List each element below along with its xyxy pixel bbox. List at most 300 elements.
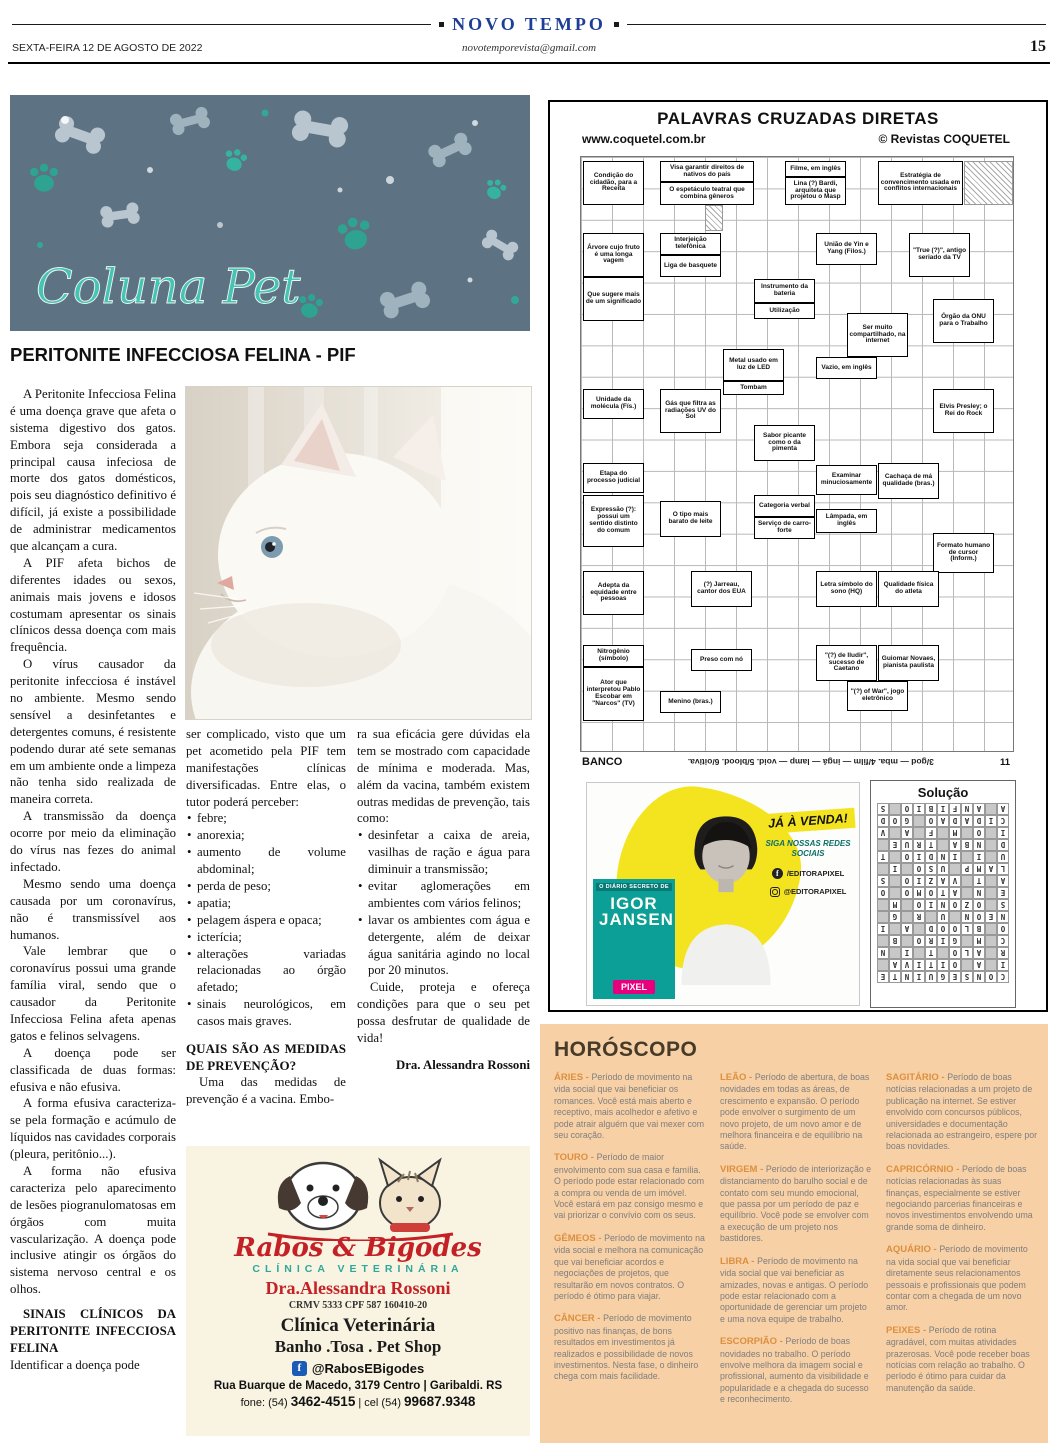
solution-letter-cell: M <box>949 827 961 839</box>
solution-letter-cell: O <box>949 959 961 971</box>
vet-ad-phone <box>241 1394 476 1409</box>
crossword-clue-cell: Utilização <box>754 303 815 319</box>
solution-letter-cell <box>961 935 973 947</box>
solution-letter-cell: N <box>973 887 985 899</box>
crossword-clue-cell: Lâmpada, em inglês <box>816 509 877 533</box>
solution-letter-cell: I <box>985 815 997 827</box>
solution-letter-cell <box>889 827 901 839</box>
article-col1-tail: Identificar a doença pode <box>10 1357 140 1372</box>
solution-letter-cell <box>889 923 901 935</box>
solution-letter-cell: C <box>997 935 1009 947</box>
zodiac-sign-label: TOURO - <box>554 1152 597 1164</box>
solution-letter-cell <box>985 803 997 815</box>
bullet-item: • perda de peso; <box>186 878 346 895</box>
solution-letter-cell: B <box>961 839 973 851</box>
vet-ad-logo: Rabos & Bigodes <box>234 1233 482 1263</box>
crossword-clue-cell: (?) Jarreau, cantor dos EUA <box>691 571 752 607</box>
solution-letter-cell <box>961 887 973 899</box>
solution-letter-cell: O <box>913 935 925 947</box>
horoscope-entry: CÂNCER - Período de movimento positivo nas finanças, de bons resultados em investimentos já realizados e possibilidade de novos investimentos. Nesta fase, o dinheiro chega com mais facilidade. <box>554 1313 699 1382</box>
solution-letter-cell: R <box>925 935 937 947</box>
solution-letter-cell: A <box>997 803 1009 815</box>
horoscope-column-2 <box>720 1072 872 1417</box>
solution-letter-cell <box>985 899 997 911</box>
horoscope-entry: VIRGEM - Período de interiorização e distanciamento do barulho social e de contato com seu mundo emocional, que passa por um período de paz e equilíbrio. Você pode se envolver com a execução de um projeto nos bastidores. <box>720 1163 872 1244</box>
bullet-item: • icterícia; <box>186 929 346 946</box>
solution-letter-cell: S <box>877 875 889 887</box>
bullet-item: • sinais neurológicos, em casos mais graves. <box>186 996 346 1030</box>
solution-letter-cell: O <box>949 947 961 959</box>
solution-letter-cell: R <box>997 947 1009 959</box>
solution-letter-cell: U <box>937 911 949 923</box>
crossword-clue-cell: Que sugere mais de um significado <box>583 277 644 321</box>
solution-letter-cell: G <box>937 971 949 983</box>
solution-letter-cell: O <box>949 899 961 911</box>
puzzle-number: 11 <box>999 756 1010 768</box>
crossword-clue-cell: Órgão da ONU para o Trabalho <box>933 299 994 343</box>
article-col2-outro: Uma das medidas de prevenção é a vacina. Embo- <box>186 1075 346 1107</box>
diagonal-cell <box>705 205 723 231</box>
solution-letter-cell: N <box>877 947 889 959</box>
solution-letter-cell: A <box>889 959 901 971</box>
article-column-1 <box>10 386 176 1436</box>
solution-letter-cell <box>913 827 925 839</box>
solution-letter-cell <box>877 911 889 923</box>
solution-letter-cell: T <box>925 839 937 851</box>
solution-letter-cell <box>877 863 889 875</box>
crossword-clue-cell: O espetáculo teatral que combina gêneros <box>660 182 754 205</box>
vet-ad-service-line1: Clínica Veterinária <box>280 1315 436 1336</box>
solution-letter-cell: V <box>877 827 889 839</box>
solution-letter-cell: A <box>949 839 961 851</box>
solution-letter-cell: T <box>889 971 901 983</box>
solution-letter-cell <box>985 887 997 899</box>
edition-date: SEXTA-FEIRA 12 DE AGOSTO DE 2022 <box>12 42 203 54</box>
solution-letter-cell: I <box>877 923 889 935</box>
article-paragraph: A Peritonite Infecciosa Felina é uma doença grave que afeta o sistema digestivo dos gatos. Embora seja considerada a principal causa infeciosa de morte dos gatos domésticos, pois seu diagnóstico definitivo é difícil, já existe a possibilidade de administrar medicamentos que alcançam a cura. <box>10 387 176 554</box>
horoscope-entry: AQUÁRIO - Período de movimento na vida social que vai beneficiar diretamente seus relacionamentos pessoais e profissionais que podem contar com a chegada de um novo amor. <box>886 1244 1028 1313</box>
bullet-item: • evitar aglomerações em ambientes com vários felinos; <box>357 878 530 912</box>
solution-letter-cell: A <box>985 863 997 875</box>
solution-letter-cell <box>925 911 937 923</box>
crossword-clue-cell: Filme, em inglês <box>785 161 846 177</box>
crossword-clue-cell: Ser muito compartilhado, na internet <box>847 313 908 357</box>
solution-letter-cell: N <box>997 911 1009 923</box>
crossword-clue-cell: Elvis Presley; o Rei do Rock <box>933 389 994 433</box>
solution-letter-cell: T <box>925 959 937 971</box>
solution-letter-cell: S <box>997 899 1009 911</box>
book-spine <box>593 879 675 999</box>
solution-letter-cell: I <box>913 851 925 863</box>
solution-letter-cell <box>985 851 997 863</box>
crossword-clue-cell: Metal usado em luz de LED <box>723 349 784 381</box>
zodiac-sign-label: CAPRICÓRNIO - <box>886 1163 962 1175</box>
solution-letter-cell: D <box>925 923 937 935</box>
header-rule-left <box>12 24 431 25</box>
solution-letter-cell: I <box>937 803 949 815</box>
solution-letter-cell: O <box>997 923 1009 935</box>
solution-letter-cell: O <box>973 899 985 911</box>
horoscope-entry: ESCORPIÃO - Período de boas novidades no trabalho. O período envolve melhora da imagem social e profissional, aumento da visibilidade e popularidade e a chegada do sucesso e reconhecimento. <box>720 1336 869 1405</box>
crossword-clue-cell: Guiomar Novaes, pianista paulista <box>878 645 939 681</box>
solution-letter-cell: T <box>925 947 937 959</box>
solution-letter-cell <box>877 935 889 947</box>
solution-letter-cell: U <box>937 863 949 875</box>
solution-letter-cell: S <box>925 863 937 875</box>
solution-letter-cell: A <box>997 875 1009 887</box>
solution-letter-cell: D <box>973 815 985 827</box>
solution-letter-cell <box>985 875 997 887</box>
solution-letter-cell: T <box>973 875 985 887</box>
solution-letter-cell: O <box>949 923 961 935</box>
pixel-instagram-handle[interactable]: @EDITORAPIXEL <box>783 887 847 897</box>
solution-letter-cell <box>913 947 925 959</box>
solution-letter-cell: B <box>925 803 937 815</box>
zodiac-sign-label: VIRGEM - <box>720 1163 766 1175</box>
crossword-box <box>548 100 1048 1012</box>
solution-letter-cell: V <box>901 959 913 971</box>
solution-letter-cell: G <box>901 815 913 827</box>
solution-letter-cell: N <box>973 839 985 851</box>
solution-letter-cell: N <box>961 803 973 815</box>
article-col2-intro: ser complicado, visto que um pet acometido pela PIF tem manifestações clínicas diversificadas. Entre elas, o tutor poderá perceber: <box>186 727 346 809</box>
crossword-clue-cell: Estratégia de convencimento usada em conflitos internacionais <box>878 161 963 205</box>
bullet-item: • pelagem áspera e opaca; <box>186 912 346 929</box>
crossword-clue-cell: Condição do cidadão, para a Receita <box>583 161 644 205</box>
solution-letter-cell: V <box>949 875 961 887</box>
solution-letter-cell: N <box>961 911 973 923</box>
zodiac-sign-label: ÁRIES - <box>554 1072 592 1083</box>
crossword-clue-cell: Visa garantir direitos de nativos do país <box>660 161 754 182</box>
dog-and-cat-illustration <box>243 1146 473 1241</box>
masthead: NOVO TEMPO <box>452 14 606 34</box>
solution-letter-cell: C <box>997 815 1009 827</box>
solution-letter-cell: N <box>937 899 949 911</box>
solution-letter-cell <box>985 923 997 935</box>
solution-letter-cell <box>949 863 961 875</box>
crossword-clue-cell: Examinar minuciosamente <box>816 465 877 495</box>
horoscope-entry: ÁRIES - Período de movimento na vida social que vai beneficiar os romances. Você está mais aberto e receptivo, mais acolhedor e afetivo e pode atrair alguém que vai mexer com seu coração. <box>554 1072 705 1141</box>
crossword-clue-cell: "(?) of War", jogo eletrônico <box>847 681 908 711</box>
pixel-book-ad <box>586 782 860 1006</box>
vet-ad-register: CRMV 5333 CPF 587 160410-20 <box>288 1300 428 1311</box>
solution-letter-cell: A <box>937 815 949 827</box>
pixel-facebook-handle[interactable]: /EDITORAPIXEL <box>786 868 845 878</box>
zodiac-sign-label: CÂNCER - <box>554 1313 604 1325</box>
solution-letter-cell: U <box>901 839 913 851</box>
solution-letter-cell <box>889 803 901 815</box>
horoscope-entry: PEIXES - Período de rotina agradável, com muitas atividades prazerosas. Você pode receber boas notícias com relação ao trabalho. O período é ótimo para cuidar da manutenção da saúde. <box>886 1324 1030 1393</box>
solution-letter-cell <box>889 875 901 887</box>
bullet-item: • apatia; <box>186 895 346 912</box>
solution-letter-cell: O <box>901 851 913 863</box>
solution-letter-cell: O <box>925 815 937 827</box>
crossword-clue-cell: Qualidade física do atleta <box>878 571 939 607</box>
crossword-clue-cell: Cachaça de má qualidade (bras.) <box>878 463 939 499</box>
solution-letter-cell: S <box>877 803 889 815</box>
solution-letter-cell: I <box>973 851 985 863</box>
crossword-clue-cell: "(?) de Iludir", sucesso de Caetano <box>816 645 877 681</box>
solution-letter-cell: I <box>997 827 1009 839</box>
zodiac-sign-label: ESCORPIÃO - <box>720 1336 786 1348</box>
solution-letter-cell <box>985 827 997 839</box>
crossword-clue-cell: Serviço de carro-forte <box>754 517 815 539</box>
bullet-item: • febre; <box>186 810 346 827</box>
vet-ad-doctor: Dra.Alessandra Rossoni <box>265 1278 451 1298</box>
crossword-clue-cell: Etapa do processo judicial <box>583 463 644 493</box>
crossword-clue-cell: Instrumento da bateria <box>754 279 815 303</box>
solution-letter-cell <box>985 959 997 971</box>
solution-letter-cell: B <box>973 923 985 935</box>
article-column-3 <box>357 726 530 1140</box>
solution-letter-cell: O <box>973 911 985 923</box>
solution-letter-cell: N <box>901 971 913 983</box>
horoscope-entry: TOURO - Período de maior envolvimento com sua casa e família. O período pode estar relacionado com a compra ou venda de um imóvel. Você estará em paz consigo mesmo e vai priorizar o convívio com os seus. <box>554 1152 705 1221</box>
horoscope-entry: LIBRA - Período de movimento na vida social que vai beneficiar as amizades, novas e antigas. O período pode estar relacionado com a oportunidade de gerenciar um projeto e uma nova equipe de trabalho. <box>720 1255 869 1324</box>
solution-letter-cell: O <box>925 887 937 899</box>
solution-letter-cell <box>889 851 901 863</box>
solution-letter-cell: A <box>949 887 961 899</box>
solution-letter-cell <box>961 827 973 839</box>
solution-letter-cell: A <box>961 815 973 827</box>
bullet-item: • lavar os ambientes com água e detergente, além de deixar água sanitária agindo no local por 20 minutos. <box>357 912 530 980</box>
crossword-grid <box>580 156 1014 752</box>
solution-letter-cell: E <box>877 971 889 983</box>
solution-letter-cell <box>937 947 949 959</box>
article-col3-intro: ra sua eficácia gere dúvidas ela tem se mostrado com capacidade de mínima e moderada. Mas, além da vacina, também existem outras medidas de prevenção, tais como: <box>357 727 530 826</box>
solution-letter-cell: L <box>961 947 973 959</box>
horoscope-column-1 <box>554 1072 706 1417</box>
solution-letter-cell: I <box>949 851 961 863</box>
vet-ad-service-line2: Banho .Tosa . Pet Shop <box>274 1337 442 1356</box>
solution-letter-cell: D <box>877 815 889 827</box>
crossword-copyright: © Revistas COQUETEL <box>878 132 1010 146</box>
crossword-site-link[interactable]: www.coquetel.com.br <box>582 132 706 146</box>
phone-number-1: 3462-4515 <box>290 1394 356 1409</box>
article-subheading-sinais: SINAIS CLÍNICOS DA PERITONITE INFECCIOSA FELINA <box>10 1307 176 1355</box>
solution-letter-cell: A <box>973 947 985 959</box>
solution-letter-cell: O <box>985 971 997 983</box>
solution-letter-cell: O <box>937 923 949 935</box>
solution-letter-cell: L <box>997 863 1009 875</box>
solution-letter-cell <box>901 863 913 875</box>
article-paragraph: A PIF afeta bichos de diferentes idades ou sexos, animais mais jovens e idosos costumam apresentar os sinais clínicos dessa doença com mais frequência. <box>10 555 176 655</box>
pet-banner-illustration <box>10 95 530 331</box>
horoscope-column-3 <box>886 1072 1038 1417</box>
solution-letter-cell <box>937 839 949 851</box>
article-byline: Dra. Alessandra Rossoni <box>395 1057 530 1072</box>
solution-letter-cell: T <box>877 851 889 863</box>
header-rule-right <box>627 24 1046 25</box>
phone-label-1: fone: (54) <box>240 1397 288 1409</box>
solution-letter-cell: Z <box>961 899 973 911</box>
vet-ad-facebook-handle[interactable]: @RabosEBigodes <box>311 1361 425 1376</box>
solution-letter-cell <box>889 887 901 899</box>
article-paragraph: A forma não efusiva caracteriza pelo aparecimento de lesões piogranulomatosas em órgãos com muita vascularização. A doença pode inclusive atingir os órgãos do sistema nervoso central e os olhos. <box>10 1163 176 1297</box>
facebook-icon: f <box>772 868 783 879</box>
solution-letter-cell: O <box>901 803 913 815</box>
bullet-item: • alterações variadas relacionadas ao órgão afetado; <box>186 946 346 997</box>
horoscope-entry: CAPRICÓRNIO - Período de boas notícias relacionadas às suas finanças, especialmente se estiver negociando parcerias financeiras e novos investimentos envolvendo uma grande soma de dinheiro. <box>886 1163 1033 1232</box>
solution-letter-cell: B <box>889 935 901 947</box>
solution-letter-cell: I <box>937 959 949 971</box>
banco-label: BANCO <box>582 756 623 768</box>
zodiac-sign-label: LIBRA - <box>720 1255 758 1267</box>
solution-letter-cell: T <box>937 887 949 899</box>
article-col3-closing: Cuide, proteja e ofereça condições para que o seu pet possa desfrutar de qualidade de vida! <box>357 980 530 1046</box>
book-series-title: O DIÁRIO SECRETO DE <box>596 883 672 891</box>
on-sale-badge: JÁ À VENDA! <box>760 808 855 834</box>
article-paragraph: Mesmo sendo uma doença causada por um coronavírus, não é transmissível aos humanos. <box>10 876 176 942</box>
cat-photo <box>185 386 532 720</box>
zodiac-sign-label: SAGITÁRIO - <box>886 1072 948 1083</box>
solution-letter-cell: O <box>901 875 913 887</box>
vet-ad-logo-subtitle: CLÍNICA VETERINÁRIA <box>252 1263 464 1275</box>
solution-letter-cell: E <box>997 887 1009 899</box>
crossword-clue-cell: União de Yin e Yang (Filos.) <box>816 233 877 265</box>
facebook-icon: f <box>292 1361 307 1376</box>
pet-column-banner <box>10 95 530 331</box>
solution-letter-cell: D <box>925 851 937 863</box>
solution-letter-cell: E <box>985 911 997 923</box>
crossword-clue-cell: O tipo mais barato de leite <box>660 501 721 537</box>
phone-label-2: | cel (54) <box>358 1397 401 1409</box>
solution-letter-cell: A <box>973 959 985 971</box>
solution-letter-cell: A <box>973 803 985 815</box>
article-col3-bullets <box>357 827 530 979</box>
solution-letter-cell <box>985 935 997 947</box>
solution-letter-cell: E <box>949 971 961 983</box>
vet-clinic-ad <box>186 1146 530 1436</box>
solution-letter-cell: I <box>913 971 925 983</box>
solution-letter-cell: D <box>949 815 961 827</box>
crossword-clue-cell: Categoria verbal <box>754 495 815 517</box>
solution-letter-cell <box>901 899 913 911</box>
horoscope-entry: LEÃO - Período de abertura, de boas novidades em todas as áreas, de crescimento e expansão. O período pode envolver o surgimento de um novo projeto, de um novo amor e de melhora financeira e de equilíbrio na saúde. <box>720 1072 870 1152</box>
crossword-clue-cell: "True (?)", antigo seriado da TV <box>909 233 970 277</box>
solution-letter-cell: C <box>997 971 1009 983</box>
solution-letter-cell <box>877 959 889 971</box>
banco-answers-upside-down: 3/god — mba. 4/film — ingá — lamp — void. 5/blood. 6/oitiva. <box>688 757 935 767</box>
solution-letter-cell: R <box>913 839 925 851</box>
crossword-clue-cell: Expressão (?): possui um sentido distinto do comum <box>583 495 644 547</box>
instagram-icon <box>770 887 780 897</box>
crossword-clue-cell: Menino (bras.) <box>660 691 721 713</box>
solution-letter-cell: I <box>997 959 1009 971</box>
zodiac-sign-label: PEIXES - <box>886 1324 929 1336</box>
solution-letter-cell <box>985 947 997 959</box>
solution-letter-cell <box>913 923 925 935</box>
solution-letter-cell: A <box>901 923 913 935</box>
solution-letter-cell <box>961 851 973 863</box>
crossword-clue-cell: Nitrogênio (símbolo) <box>583 645 644 667</box>
social-callout: SIGA NOSSAS REDES SOCIAIS <box>765 839 851 859</box>
solution-letter-cell: N <box>973 971 985 983</box>
solution-letter-cell: O <box>973 827 985 839</box>
article-col1-paras <box>10 386 176 1298</box>
solution-panel <box>870 780 1016 1008</box>
crossword-banco-row <box>582 756 1010 768</box>
contact-email[interactable]: novotemporevista@gmail.com <box>461 42 597 54</box>
solution-letter-cell <box>961 875 973 887</box>
solution-letter-cell: I <box>913 803 925 815</box>
crossword-clue-cell: Interjeição telefônica <box>660 233 721 255</box>
crossword-clue-cell: Gás que filtra as radiações UV do Sol <box>660 389 721 433</box>
crossword-clue-cell: Letra símbolo do sono (HQ) <box>816 571 877 607</box>
crossword-title: PALAVRAS CRUZADAS DIRETAS <box>657 109 939 128</box>
solution-letter-cell <box>913 815 925 827</box>
pixel-logo: PIXEL <box>613 980 655 994</box>
solution-letter-cell <box>937 827 949 839</box>
solution-letter-cell: U <box>925 971 937 983</box>
solution-title: Solução <box>917 785 969 800</box>
solution-letter-cell <box>985 839 997 851</box>
article-column-2 <box>186 726 346 1140</box>
crossword-clue-cell: Lina (?) Bardi, arquiteta que projetou o Masp <box>785 177 846 205</box>
solution-letter-cell: G <box>889 911 901 923</box>
solution-letter-cell: M <box>973 935 985 947</box>
zodiac-sign-label: AQUÁRIO - <box>886 1244 940 1256</box>
solution-letter-cell: D <box>997 839 1009 851</box>
solution-letter-cell: M <box>913 887 925 899</box>
header-dot-right <box>614 22 619 27</box>
crossword-clue-cell: Tombam <box>723 381 784 395</box>
article-paragraph: A forma efusiva caracteriza-se pela formação e acúmulo de líquidos nas cavidades corporais (pleura, peritônio...). <box>10 1096 176 1162</box>
solution-grid <box>877 803 1009 983</box>
page-header <box>8 0 1050 64</box>
crossword-clue-cell: Árvore cujo fruto é uma longa vagem <box>583 233 644 277</box>
crossword-clue-cell: Adepta da equidade entre pessoas <box>583 571 644 615</box>
article-paragraph: O vírus causador da peritonite infecciosa é instável no ambiente. Mesmo sendo sensível a desinfetantes e detergentes comuns, é resistente podendo durar até sete semanas em um ambiente onde a limpeza não tenha sido realizada de maneira correta. <box>10 657 176 807</box>
solution-letter-cell: S <box>961 971 973 983</box>
horoscope-panel <box>540 1024 1048 1443</box>
solution-letter-cell: L <box>961 923 973 935</box>
article-paragraph: A doença pode ser classificada de duas formas: efusiva e não efusiva. <box>10 1045 176 1094</box>
solution-letter-cell: N <box>937 851 949 863</box>
solution-letter-cell: F <box>949 803 961 815</box>
solution-letter-cell: O <box>877 887 889 899</box>
solution-letter-cell <box>961 959 973 971</box>
solution-letter-cell: P <box>961 863 973 875</box>
solution-letter-cell <box>901 935 913 947</box>
horoscope-title: HORÓSCOPO <box>554 1038 698 1061</box>
solution-letter-cell <box>877 899 889 911</box>
solution-letter-cell: I <box>913 875 925 887</box>
crossword-clue-cell: Preso com nó <box>691 649 752 671</box>
solution-letter-cell: O <box>889 815 901 827</box>
crossword-clue-cell: Vazio, em inglês <box>816 357 877 379</box>
solution-letter-cell: O <box>913 899 925 911</box>
header-dot-left <box>439 22 444 27</box>
solution-letter-cell: I <box>901 947 913 959</box>
solution-letter-cell: G <box>949 935 961 947</box>
solution-letter-cell <box>901 911 913 923</box>
bullet-item: • anorexia; <box>186 827 346 844</box>
book-author-name: IGOR JANSEN <box>599 894 674 930</box>
solution-letter-cell: R <box>913 911 925 923</box>
diagonal-cell <box>964 161 1013 205</box>
solution-letter-cell: I <box>889 863 901 875</box>
solution-letter-cell: U <box>997 851 1009 863</box>
article-paragraph: A transmissão da doença ocorre por meio da eliminação do vírus nas fezes do animal infectado. <box>10 809 176 874</box>
article-paragraph: Vale lembrar que o coronavírus possui uma grande família viral, sendo que o causador da Peritonite Infecciosa Felina afeta apenas gatos e felinos selvagens. <box>10 944 176 1043</box>
vet-ad-address: Rua Buarque de Macedo, 3179 Centro | Garibaldi. RS <box>213 1380 503 1392</box>
crossword-clue-cell: Ator que interpretou Pablo Escobar em "Narcos" (TV) <box>583 667 644 721</box>
page-number: 15 <box>1030 38 1047 55</box>
crossword-clue-cell: Liga de basquete <box>660 255 721 277</box>
horoscope-entry: GÊMEOS - Período de movimento na vida social e melhora na comunicação que vai beneficiar acordos e negociações de projetos, que resultarão em novos contratos. O período é ótimo para viajar. <box>554 1232 705 1301</box>
solution-letter-cell <box>889 947 901 959</box>
